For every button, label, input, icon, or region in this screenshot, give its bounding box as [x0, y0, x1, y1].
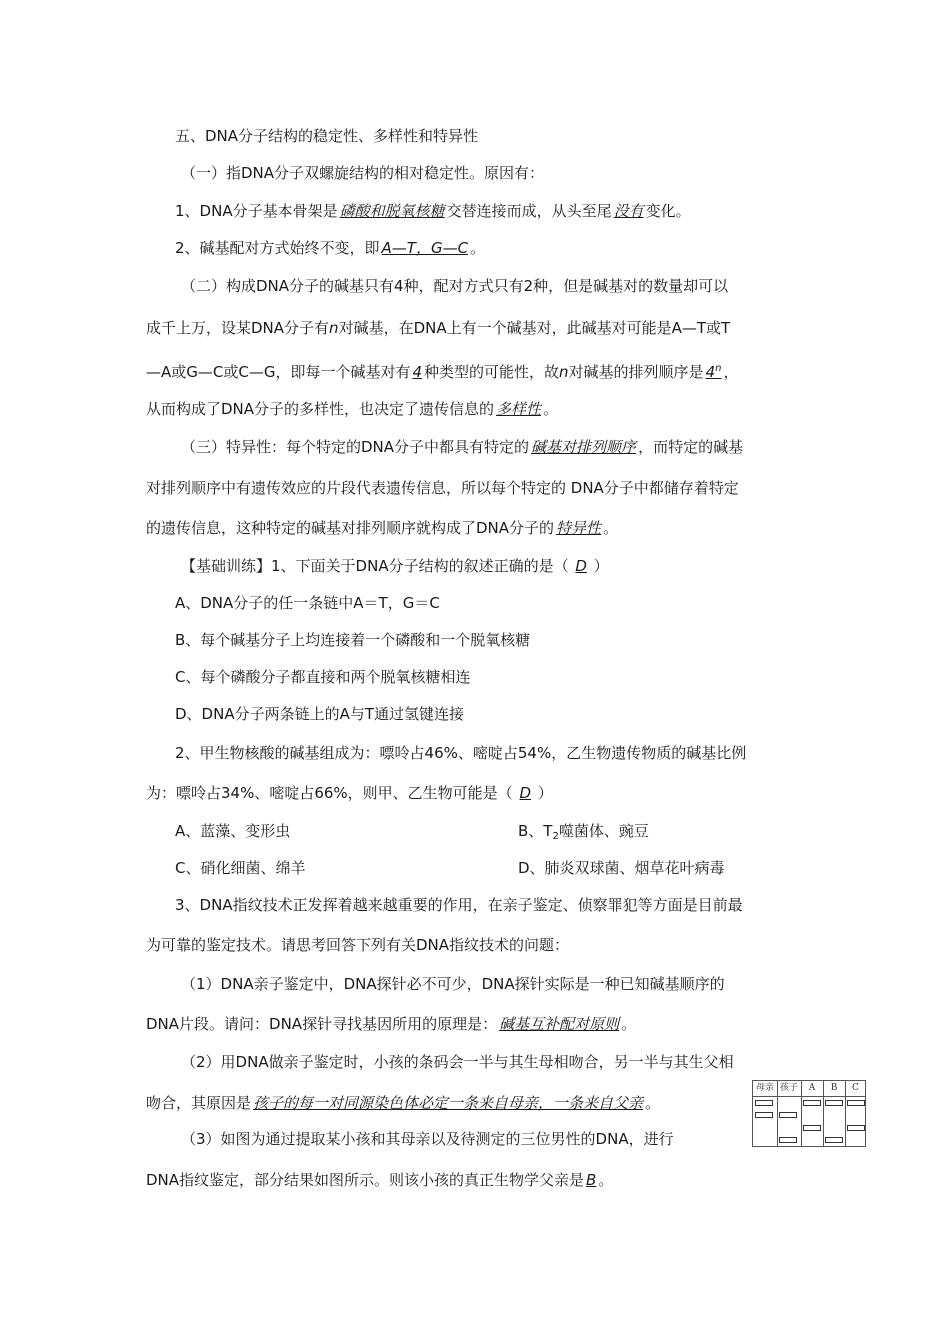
dna-band — [847, 1100, 865, 1106]
dna-band — [755, 1100, 773, 1106]
specificity-line-2: 对排列顺序中有遗传效应的片段代表遗传信息，所以每个特定的 DNA分子中都储存着特定 — [146, 479, 739, 497]
dna-band — [779, 1137, 797, 1143]
figure-header-a: A — [808, 1083, 816, 1093]
answer-blank: 孩子的每一对同源染色体必定一条来自母亲，一条来自父亲 — [253, 1094, 644, 1112]
question-1-option-c: C、每个磷酸分子都直接和两个脱氧核糖相连 — [175, 668, 471, 686]
section-title: 五、DNA分子结构的稳定性、多样性和特异性 — [175, 127, 479, 145]
dna-band — [803, 1100, 821, 1106]
figure-header-c: C — [852, 1083, 859, 1093]
dna-band — [779, 1112, 797, 1118]
answer-blank: 碱基互补配对原则 — [499, 1015, 620, 1033]
question-3-sub-1-line-1: （1）DNA亲子鉴定中，DNA探针必不可少，DNA探针实际是一种已知碱基顺序的 — [181, 975, 725, 993]
question-3-stem-line-2: 为可靠的鉴定技术。请思考回答下列有关DNA指纹技术的问题： — [146, 936, 570, 954]
answer-blank: 碱基对排列顺序 — [531, 438, 637, 456]
question-2-stem-line-2: 为：嘌呤占34%、嘧啶占66%，则甲、乙生物可能是（ D ） — [146, 784, 553, 802]
question-1-option-a: A、DNA分子的任一条链中A＝T，G＝C — [175, 594, 440, 612]
figure-header-child: 孩子 — [779, 1083, 798, 1093]
diversity-line-4: 从而构成了DNA分子的多样性，也决定了遗传信息的 多样性 。 — [146, 400, 559, 418]
question-1-stem: 【基础训练】1、下面关于DNA分子结构的叙述正确的是（ D ） — [181, 557, 609, 575]
dna-band — [825, 1100, 843, 1106]
question-3-sub-3-line-2: DNA指纹鉴定，部分结果如图所示。则该小孩的真正生物学父亲是 B 。 — [146, 1171, 614, 1189]
dna-band — [803, 1125, 821, 1131]
question-1-option-b: B、每个碱基分子上均连接着一个磷酸和一个脱氧核糖 — [175, 631, 531, 649]
question-1-option-d: D、DNA分子两条链上的A与T通过氢键连接 — [175, 705, 465, 723]
answer-blank: 磷酸和脱氧核糖 — [339, 202, 445, 220]
answer-blank: B — [586, 1171, 597, 1189]
question-2-option-c: C、硝化细菌、绵羊 — [175, 859, 306, 877]
question-2-option-a: A、蓝藻、变形虫 — [175, 822, 291, 840]
answer-blank: 4 — [412, 363, 423, 381]
answer-blank: 多样性 — [496, 400, 542, 418]
question-3-sub-3-line-1: （3）如图为通过提取某小孩和其母亲以及待测定的三位男性的DNA，进行 — [181, 1130, 674, 1148]
specificity-line-3: 的遗传信息，这种特定的碱基对排列顺序就构成了DNA分子的 特异性 。 — [146, 519, 619, 537]
dna-fingerprint-figure — [752, 1080, 866, 1147]
question-2-stem-line-1: 2、甲生物核酸的碱基组成为：嘌呤占46%、嘧啶占54%，乙生物遗传物质的碱基比例 — [175, 744, 747, 762]
answer-blank: D — [575, 557, 587, 575]
stability-point-1: 1、DNA分子基本骨架是 磷酸和脱氧核糖 交替连接而成，从头至尾 没有 变化。 — [175, 202, 691, 220]
answer-blank: D — [519, 784, 532, 802]
dna-band — [825, 1137, 843, 1143]
dna-band — [755, 1112, 773, 1118]
diversity-line-2: 成千上万，设某DNA分子有n对碱基，在DNA上有一个碱基对，此碱基对可能是A—T或T — [146, 319, 731, 337]
dna-band — [847, 1125, 865, 1131]
stability-intro: （一）指DNA分子双螺旋结构的相对稳定性。原因有： — [181, 164, 545, 182]
stability-point-2: 2、碱基配对方式始终不变，即 A—T，G—C 。 — [175, 239, 486, 257]
question-2-option-b: B、$T_2$噬菌体、豌豆 — [518, 822, 649, 842]
question-2-option-d: D、肺炎双球菌、烟草花叶病毒 — [518, 859, 725, 877]
answer-blank: 4$^n$ — [705, 363, 722, 381]
question-3-sub-2-line-2: 吻合，其原因是 孩子的每一对同源染色体必定一条来自母亲，一条来自父亲 。 — [146, 1094, 661, 1112]
answer-blank: A—T，G—C — [381, 239, 469, 257]
answer-blank: 没有 — [613, 202, 644, 220]
diversity-line-1: （二）构成DNA分子的碱基只有4种，配对方式只有2种，但是碱基对的数量却可以 — [181, 277, 729, 295]
question-3-sub-1-line-2: DNA片段。请问：DNA探针寻找基因所用的原理是： 碱基互补配对原则 。 — [146, 1015, 637, 1033]
diversity-line-3: —A或G—C或C—G，即每一个碱基对有 4 种类型的可能性，故n对碱基的排列顺序是 4$^n$ ， — [146, 363, 739, 381]
question-3-sub-2-line-1: （2）用DNA做亲子鉴定时，小孩的条码会一半与其生母相吻合，另一半与其生父相 — [181, 1053, 734, 1071]
question-3-stem-line-1: 3、DNA指纹技术正发挥着越来越重要的作用，在亲子鉴定、侦察罪犯等方面是目前最 — [175, 896, 743, 914]
specificity-line-1: （三）特异性：每个特定的DNA分子中都具有特定的 碱基对排列顺序 ，而特定的碱基 — [181, 438, 744, 456]
answer-blank: 特异性 — [556, 519, 602, 537]
figure-header-mother: 母亲 — [755, 1083, 774, 1093]
figure-header-b: B — [830, 1083, 838, 1093]
